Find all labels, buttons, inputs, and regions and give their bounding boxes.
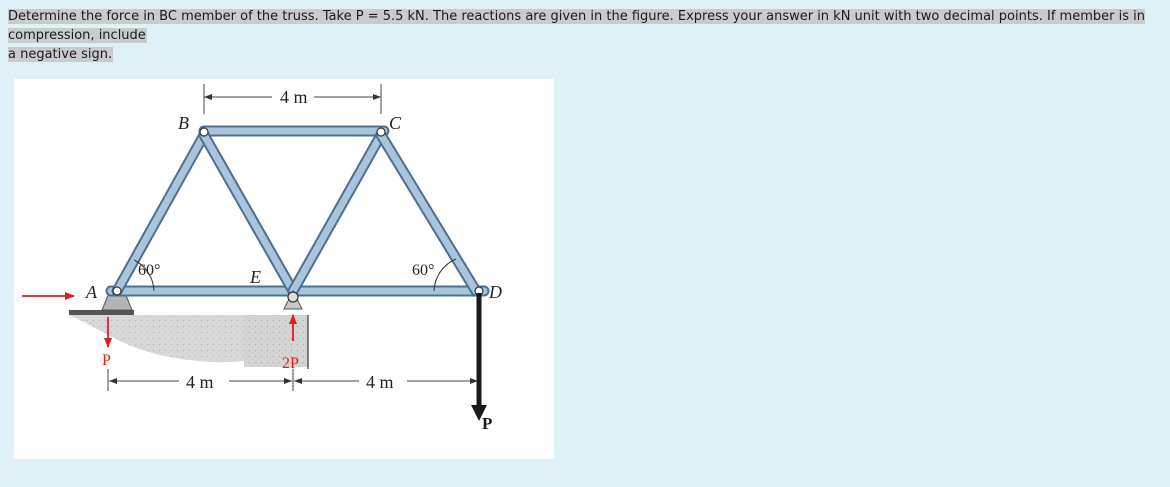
ground-left xyxy=(69,315,244,362)
question-line-1: Determine the force in BC member of the truss. Take P = 5.5 kN. The reactions are given in the figure. Express your answer in kN unit with two decimal points. If member is in compression, include xyxy=(8,9,1145,43)
joint-a xyxy=(113,287,121,295)
truss-diagram xyxy=(14,79,554,459)
question-text xyxy=(8,7,1166,64)
node-d-label: D xyxy=(489,282,502,302)
dim-bottom-right-label: 4 m xyxy=(366,372,394,392)
reaction-e-label: 2P xyxy=(282,355,299,372)
node-b-label: B xyxy=(178,113,189,133)
load-p-label: P xyxy=(482,414,493,433)
node-e-label: E xyxy=(250,267,261,287)
angle-right-label: 60° xyxy=(412,262,435,279)
reaction-a-vertical-label: P xyxy=(102,352,111,369)
joint-c xyxy=(377,128,385,136)
dim-bottom-left-label: 4 m xyxy=(186,372,214,392)
dim-top-label: 4 m xyxy=(280,87,308,107)
node-c-label: C xyxy=(389,113,402,133)
question-line-2: a negative sign. xyxy=(8,47,113,62)
truss-figure xyxy=(14,79,554,459)
angle-left-label: 60° xyxy=(138,262,161,279)
joint-b xyxy=(200,128,208,136)
support-a-plate xyxy=(69,310,134,315)
node-a-label: A xyxy=(86,282,97,302)
